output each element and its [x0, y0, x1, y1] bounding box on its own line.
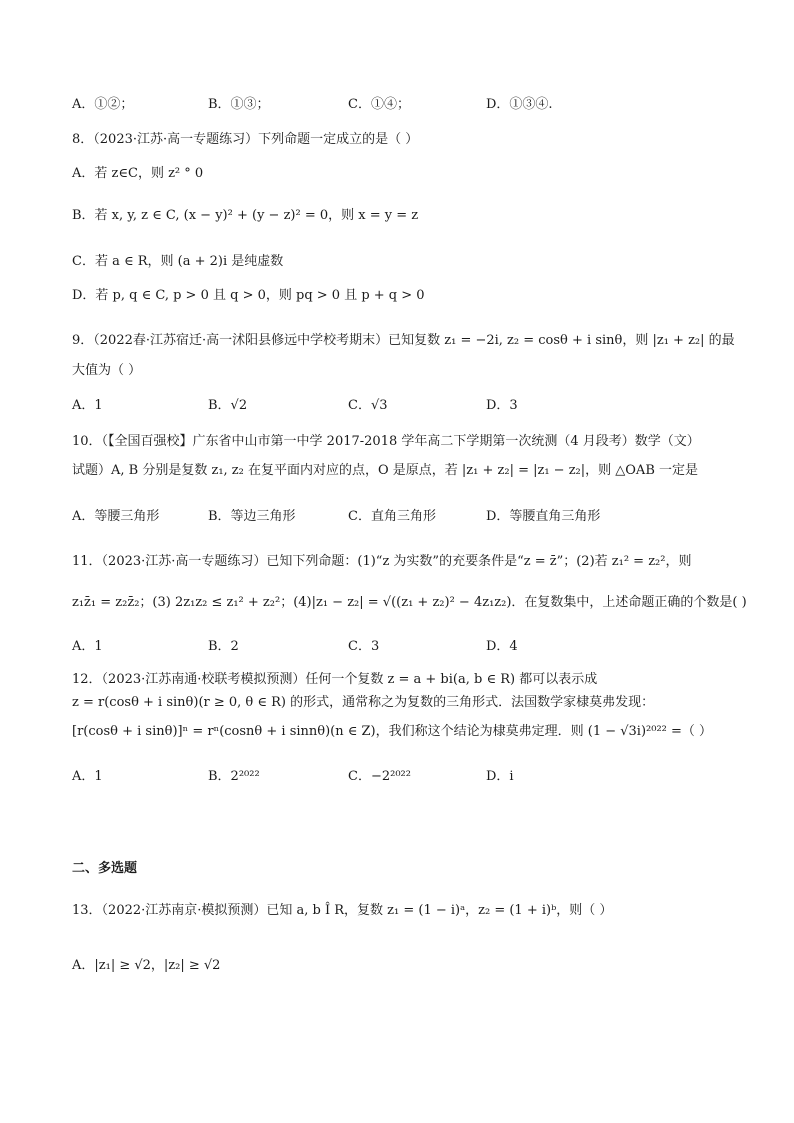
q8-option-d: D．若 p, q ∈ C, p > 0 且 q > 0，则 pq > 0 且 p + q > 0	[72, 288, 425, 303]
q8-stem: 8．（2023·江苏·高一专题练习）下列命题一定成立的是（ ）	[72, 132, 419, 147]
q11-option-a: A．1	[72, 639, 103, 654]
q11-stem-line2: z₁z̄₁ = z₂z̄₂；(3) 2z₁z₂ ≤ z₁² + z₂²；(4)|z₁ − z₂| = √((z₁ + z₂)² − 4z₁z₂)．在复数集中，上述命题正确的个数是( )	[72, 595, 747, 610]
q7-option-c: C．①④；	[348, 97, 410, 112]
q12-stem-line3: [r(cosθ + i sinθ)]ⁿ = rⁿ(cosnθ + i sinnθ)(n ∈ Z)，我们称这个结论为棣莫弗定理．则 (1 − √3i)²⁰²² =（ ）	[72, 724, 713, 739]
q10-option-a: A．等腰三角形	[72, 509, 160, 524]
q12-stem-line1: 12．（2023·江苏南通·校联考模拟预测）任何一个复数 z = a + bi(a, b ∈ R) 都可以表示成	[72, 672, 598, 687]
q11-stem-line1: 11．（2023·江苏·高一专题练习）已知下列命题：(1)“z 为实数”的充要条件是“z = z̄”；(2)若 z₁² = z₂²，则	[72, 554, 692, 569]
q8-option-c: C．若 a ∈ R，则 (a + 2)i 是纯虚数	[72, 254, 284, 269]
q9-stem-line2: 大值为（ ）	[72, 363, 142, 378]
q9-option-a: A．1	[72, 398, 103, 413]
q8-option-a: A．若 z∈C，则 z² ° 0	[72, 166, 204, 181]
q8-option-b: B．若 x, y, z ∈ C, (x − y)² + (y − z)² = 0，则 x = y = z	[72, 208, 419, 223]
q9-stem-line1: 9．（2022春·江苏宿迁·高一沭阳县修远中学校考期末）已知复数 z₁ = −2i, z₂ = cosθ + i sinθ，则 |z₁ + z₂| 的最	[72, 333, 735, 348]
q13-stem: 13．（2022·江苏南京·模拟预测）已知 a, b Î R，复数 z₁ = (1 − i)ᵃ，z₂ = (1 + i)ᵇ，则（ ）	[72, 903, 613, 918]
q10-stem-line2: 试题）A, B 分别是复数 z₁, z₂ 在复平面内对应的点，O 是原点，若 |z₁ + z₂| = |z₁ − z₂|，则 △OAB 一定是	[72, 463, 699, 478]
q12-option-d: D．i	[486, 769, 514, 784]
q7-option-b: B．①③；	[208, 97, 270, 112]
q11-option-c: C．3	[348, 639, 380, 654]
q11-option-d: D．4	[486, 639, 518, 654]
q11-option-b: B．2	[208, 639, 239, 654]
q10-stem-line1: 10．（【全国百强校】广东省中山市第一中学 2017-2018 学年高二下学期第一次统测（4 月段考）数学（文）	[72, 434, 700, 449]
q12-stem-line2: z = r(cosθ + i sinθ)(r ≥ 0, θ ∈ R) 的形式，通常称之为复数的三角形式．法国数学家棣莫弗发现：	[72, 695, 655, 710]
q7-option-d: D．①③④.	[486, 97, 553, 112]
q9-option-c: C．√3	[348, 398, 388, 413]
q7-option-a: A．①②；	[72, 97, 134, 112]
q9-option-d: D．3	[486, 398, 518, 413]
q9-option-b: B．√2	[208, 398, 248, 413]
q12-option-a: A．1	[72, 769, 103, 784]
q12-option-b: B．2²⁰²²	[208, 769, 260, 784]
q10-option-c: C．直角三角形	[348, 509, 436, 524]
q13-option-a: A．|z₁| ≥ √2，|z₂| ≥ √2	[72, 958, 221, 973]
q10-option-b: B．等边三角形	[208, 509, 296, 524]
q12-option-c: C．−2²⁰²²	[348, 769, 411, 784]
section-heading-multi-choice: 二、多选题	[72, 861, 138, 876]
q10-option-d: D．等腰直角三角形	[486, 509, 601, 524]
